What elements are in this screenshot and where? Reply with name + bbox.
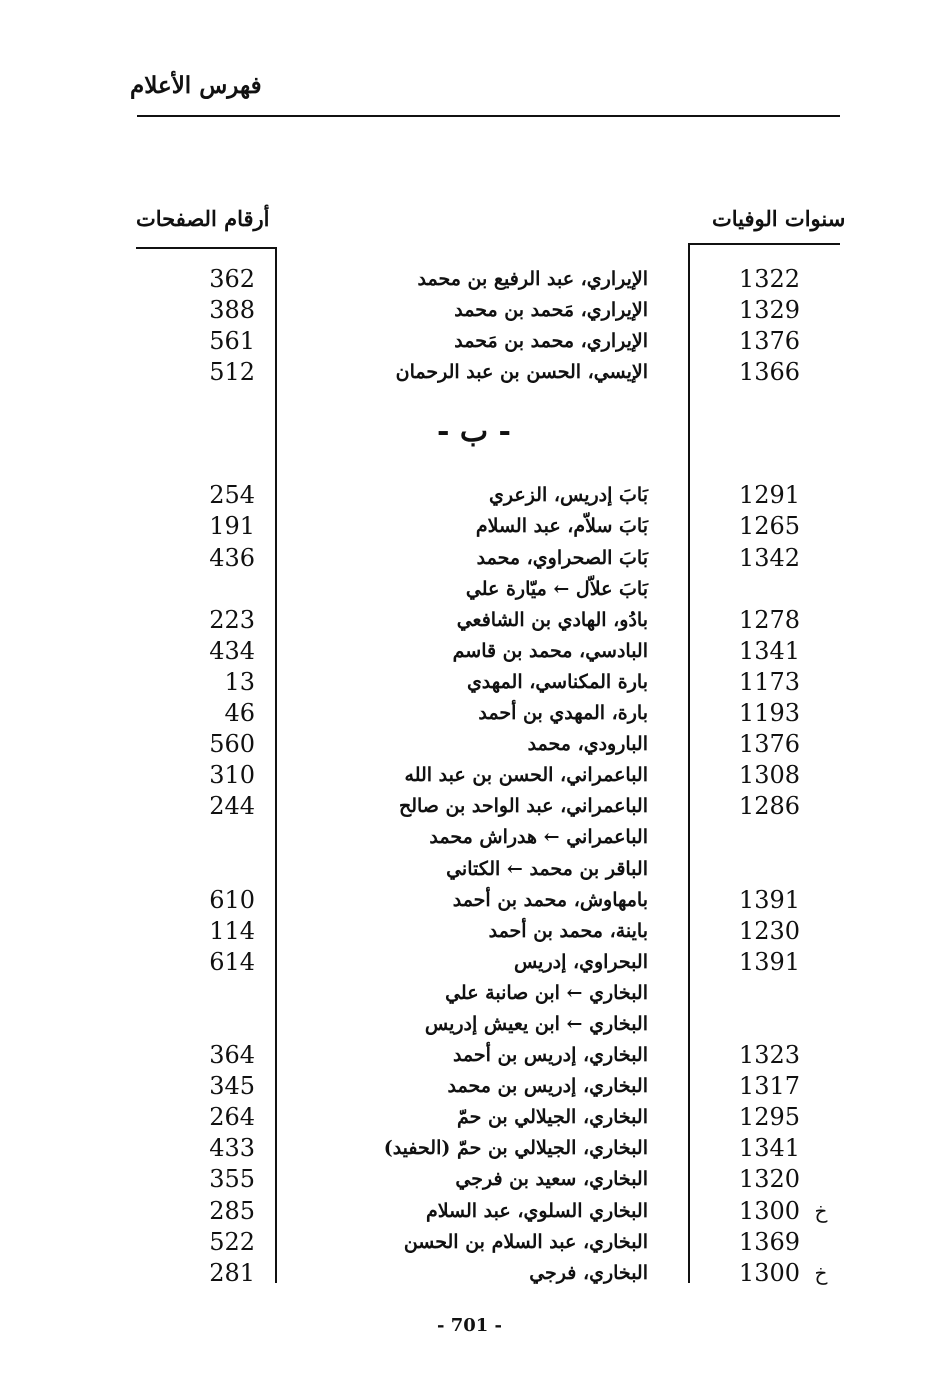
index-row (0, 295, 939, 326)
page-number-cell: 191 (209, 512, 255, 541)
header-rule (137, 115, 840, 117)
name-cell: البخاري، فرجي (529, 1261, 648, 1284)
page-number-cell: 610 (209, 885, 255, 914)
page-number-cell: 522 (209, 1227, 255, 1256)
name-cell: الباعمراني ← هدراش محمد (429, 826, 648, 849)
column-header-pages: أرقام الصفحات (136, 206, 270, 231)
name-cell: البخاري ← ابن صانبة علي (445, 981, 648, 1004)
name-cell: الباعمراني، عبد الواحد بن صالح (398, 795, 648, 818)
death-year-cell: 1323 (738, 1041, 800, 1070)
death-year-cell: 1173 (738, 667, 800, 696)
name-cell: الباقر بن محمد ← الكتاني (446, 857, 648, 880)
death-year-cell: 1376 (738, 327, 800, 356)
death-year-cell: 1230 (738, 916, 800, 945)
page-number-cell: 244 (209, 792, 255, 821)
name-cell: البخاري، عبد السلام بن الحسن (403, 1230, 648, 1253)
page-number-cell: 364 (209, 1041, 255, 1070)
page-number-cell: 433 (209, 1134, 255, 1163)
name-cell: البخاري، سعيد بن فرجي (455, 1168, 648, 1191)
death-year-cell: 1369 (738, 1227, 800, 1256)
name-cell: الإيراري، عبد الرفيع بن محمد (417, 268, 648, 290)
death-year-cell: 1295 (738, 1103, 800, 1132)
death-year-cell: 1320 (738, 1165, 800, 1194)
column-header-years: سنوات الوفيات (712, 206, 846, 231)
death-year-cell: 1391 (738, 885, 800, 914)
death-year-cell: 1341 (738, 636, 800, 665)
name-cell: البخاري ← ابن يعيش إدريس (424, 1012, 648, 1035)
letter-section-heading (0, 388, 939, 480)
name-cell: البخاري، الجيلالي بن حمّ (456, 1106, 648, 1129)
name-cell: بَابَ علاّل ← ميّارة علي (465, 577, 648, 600)
index-row (0, 1040, 939, 1071)
index-row (0, 885, 939, 916)
year-prefix: خ (814, 1198, 828, 1223)
index-row (0, 1227, 939, 1258)
index-row (0, 916, 939, 947)
death-year-cell: 1341 (738, 1134, 800, 1163)
index-row (0, 854, 939, 885)
year-prefix: خ (814, 1260, 828, 1285)
index-row (0, 1102, 939, 1133)
page-number: - 701 - (436, 1315, 503, 1336)
page-number-cell: 264 (209, 1103, 255, 1132)
name-cell: الباعمراني، الحسن بن عبد الله (404, 764, 648, 787)
name-cell: البخاري، الجيلالي بن حمّ (الحفيد) (383, 1137, 648, 1160)
index-row (0, 1164, 939, 1195)
name-cell: البارودي، محمد (527, 733, 648, 756)
page-number-cell: 46 (224, 699, 255, 728)
name-cell: بَابَ الصحراوي، محمد (476, 546, 648, 569)
name-cell: الإيراري، مَحمد بن محمد (454, 299, 648, 322)
index-row (0, 605, 939, 636)
page-number-cell: 560 (209, 730, 255, 759)
index-row (0, 667, 939, 698)
name-cell: بادُو، الهادي بن الشافعي (456, 608, 648, 631)
death-year-cell: 1322 (738, 265, 800, 293)
index-row (0, 511, 939, 542)
years-column-top-rule (688, 243, 840, 245)
page-number-cell: 388 (209, 296, 255, 325)
page-number-cell: 614 (209, 947, 255, 976)
death-year-cell: 1317 (738, 1072, 800, 1101)
page-number-cell: 561 (209, 327, 255, 356)
running-head: فهرس الأعلام (130, 72, 262, 99)
name-cell: البخاري، إدريس بن محمد (447, 1075, 648, 1098)
death-year-cell: 1308 (738, 761, 800, 790)
name-cell: الإيسي، الحسن بن عبد الرحمان (395, 361, 648, 384)
index-row (0, 822, 939, 853)
page-number-cell: 254 (209, 481, 255, 510)
death-year-cell: 1193 (738, 699, 800, 728)
page-number-cell: 281 (209, 1258, 255, 1287)
pages-column-top-rule (136, 247, 276, 249)
death-year-cell: 1391 (738, 947, 800, 976)
page-number-cell: 434 (209, 636, 255, 665)
page-number-cell: 223 (209, 605, 255, 634)
name-cell: البحراوي، إدريس (513, 950, 648, 973)
death-year-cell: 1329 (738, 296, 800, 325)
index-entries (0, 264, 939, 1289)
page-number-cell: 285 (209, 1196, 255, 1225)
index-row (0, 1258, 939, 1289)
name-cell: الإيراري، محمد بن مَحمد (454, 330, 648, 353)
death-year-cell: 1278 (738, 605, 800, 634)
name-cell: البادسي، محمد بن قاسم (452, 639, 648, 662)
index-row (0, 574, 939, 605)
name-cell: البخاري السلوي، عبد السلام (425, 1199, 648, 1222)
index-row (0, 729, 939, 760)
death-year-cell: 1300 (738, 1196, 800, 1225)
death-year-cell: 1286 (738, 792, 800, 821)
index-row (0, 480, 939, 511)
death-year-cell: 1291 (738, 481, 800, 510)
index-row (0, 947, 939, 978)
index-row (0, 1196, 939, 1227)
name-cell: بَابَ سلاّم، عبد السلام (475, 515, 648, 538)
death-year-cell: 1300 (738, 1258, 800, 1287)
death-year-cell: 1265 (738, 512, 800, 541)
page-number-cell: 512 (209, 358, 255, 387)
name-cell: بَابَ إدريس، الزعري (489, 484, 648, 507)
index-row (0, 1071, 939, 1102)
index-row (0, 636, 939, 667)
page-number-cell: 114 (209, 916, 255, 945)
page-number-cell: 13 (224, 667, 255, 696)
index-row (0, 264, 939, 295)
page-number-cell: 310 (209, 761, 255, 790)
name-cell: البخاري، إدريس بن أحمد (452, 1044, 648, 1067)
index-row (0, 1009, 939, 1040)
page-number-cell: 345 (209, 1072, 255, 1101)
index-row (0, 791, 939, 822)
page-number-cell: 362 (209, 265, 255, 293)
name-cell: بارة، المهدي بن أحمد (478, 702, 648, 725)
death-year-cell: 1342 (738, 543, 800, 572)
name-cell: بامهاوش، محمد بن أحمد (452, 888, 648, 911)
index-row (0, 357, 939, 388)
death-year-cell: 1366 (738, 358, 800, 387)
index-row (0, 760, 939, 791)
index-row (0, 543, 939, 574)
page-number-cell: 355 (209, 1165, 255, 1194)
page-number-cell: 436 (209, 543, 255, 572)
name-cell: بارة المكناسي، المهدي (466, 670, 648, 693)
death-year-cell: 1376 (738, 730, 800, 759)
section-letter: - ب - (436, 414, 512, 450)
name-cell: باينة، محمد بن أحمد (488, 919, 648, 942)
index-row (0, 326, 939, 357)
index-row (0, 978, 939, 1009)
index-row (0, 698, 939, 729)
index-row (0, 1133, 939, 1164)
